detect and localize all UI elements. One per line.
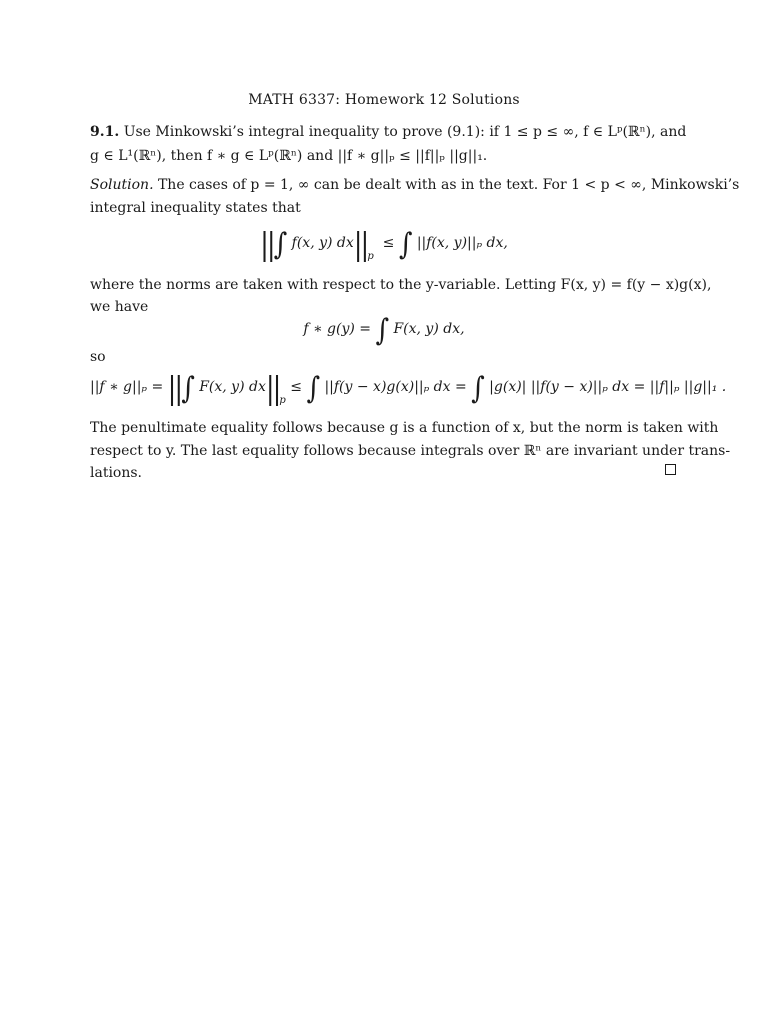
problem-line-1 bbox=[90, 123, 687, 141]
eq1-relation: ≤ bbox=[382, 235, 395, 251]
page-title: MATH 6337: Homework 12 Solutions bbox=[248, 92, 520, 108]
eq1-left-integrand: f(x, y) dx bbox=[291, 235, 354, 251]
equation-chain bbox=[90, 371, 727, 407]
problem-number: 9.1. bbox=[90, 124, 120, 140]
integral-sign: ∫ bbox=[375, 313, 389, 349]
solution-label: Solution. bbox=[90, 177, 154, 193]
eq3-part-2: ≤ bbox=[290, 379, 302, 395]
solution-line-5: so bbox=[90, 349, 106, 365]
eq3-part-4: |g(x)| ||f(y − x)||ₚ dx = ||f||ₚ ||g||₁ . bbox=[489, 379, 727, 395]
integral-sign: ∫ bbox=[471, 371, 485, 407]
equation-minkowski bbox=[0, 227, 768, 263]
equation-convolution bbox=[0, 313, 768, 349]
solution-line-6: The penultimate equality follows because g is a function of x, but the norm is taken with bbox=[90, 420, 719, 436]
integral-sign: ∫ bbox=[273, 227, 288, 263]
integral-sign: ∫ bbox=[398, 227, 413, 263]
eq3-subscript: p bbox=[279, 395, 286, 406]
problem-line-2: g ∈ L¹(ℝⁿ), then f ∗ g ∈ Lᵖ(ℝⁿ) and ||f ∗ g||ₚ ≤ ||f||ₚ ||g||₁. bbox=[90, 148, 488, 164]
eq3-part-3: ||f(y − x)g(x)||ₚ dx = bbox=[324, 379, 467, 395]
norm-bars-right: || bbox=[353, 227, 368, 263]
norm-bars-left: || bbox=[260, 227, 274, 263]
qed-box-icon bbox=[665, 464, 676, 475]
integral-sign: ∫ bbox=[306, 371, 320, 407]
problem-text-1: Use Minkowski’s integral inequality to prove (9.1): if 1 ≤ p ≤ ∞, f ∈ Lᵖ(ℝⁿ), and bbox=[123, 124, 687, 140]
solution-line-8: lations. bbox=[90, 465, 143, 481]
norm-bars-right: || bbox=[265, 371, 280, 407]
solution-line-1 bbox=[90, 176, 740, 194]
eq3-integrand: F(x, y) dx bbox=[199, 379, 266, 395]
solution-line-7: respect to y. The last equality follows because integrals over ℝⁿ are invariant under trans- bbox=[90, 443, 731, 459]
eq3-part-1: ||f ∗ g||ₚ = bbox=[90, 379, 164, 395]
norm-bars-left: || bbox=[167, 371, 182, 407]
eq1-right-integrand: ||f(x, y)||ₚ dx, bbox=[416, 235, 508, 251]
eq2-left: f ∗ g(y) = bbox=[303, 321, 371, 337]
eq1-subscript: p bbox=[367, 251, 374, 262]
solution-line-2: integral inequality states that bbox=[90, 200, 301, 216]
eq2-integrand: F(x, y) dx, bbox=[393, 321, 465, 337]
integral-sign: ∫ bbox=[181, 371, 195, 407]
solution-line-4: we have bbox=[90, 299, 149, 315]
solution-line-3: where the norms are taken with respect to the y-variable. Letting F(x, y) = f(y − x)g(x), bbox=[90, 277, 712, 293]
solution-text-1: The cases of p = 1, ∞ can be dealt with as in the text. For 1 < p < ∞, Minkowski’s bbox=[157, 177, 740, 193]
